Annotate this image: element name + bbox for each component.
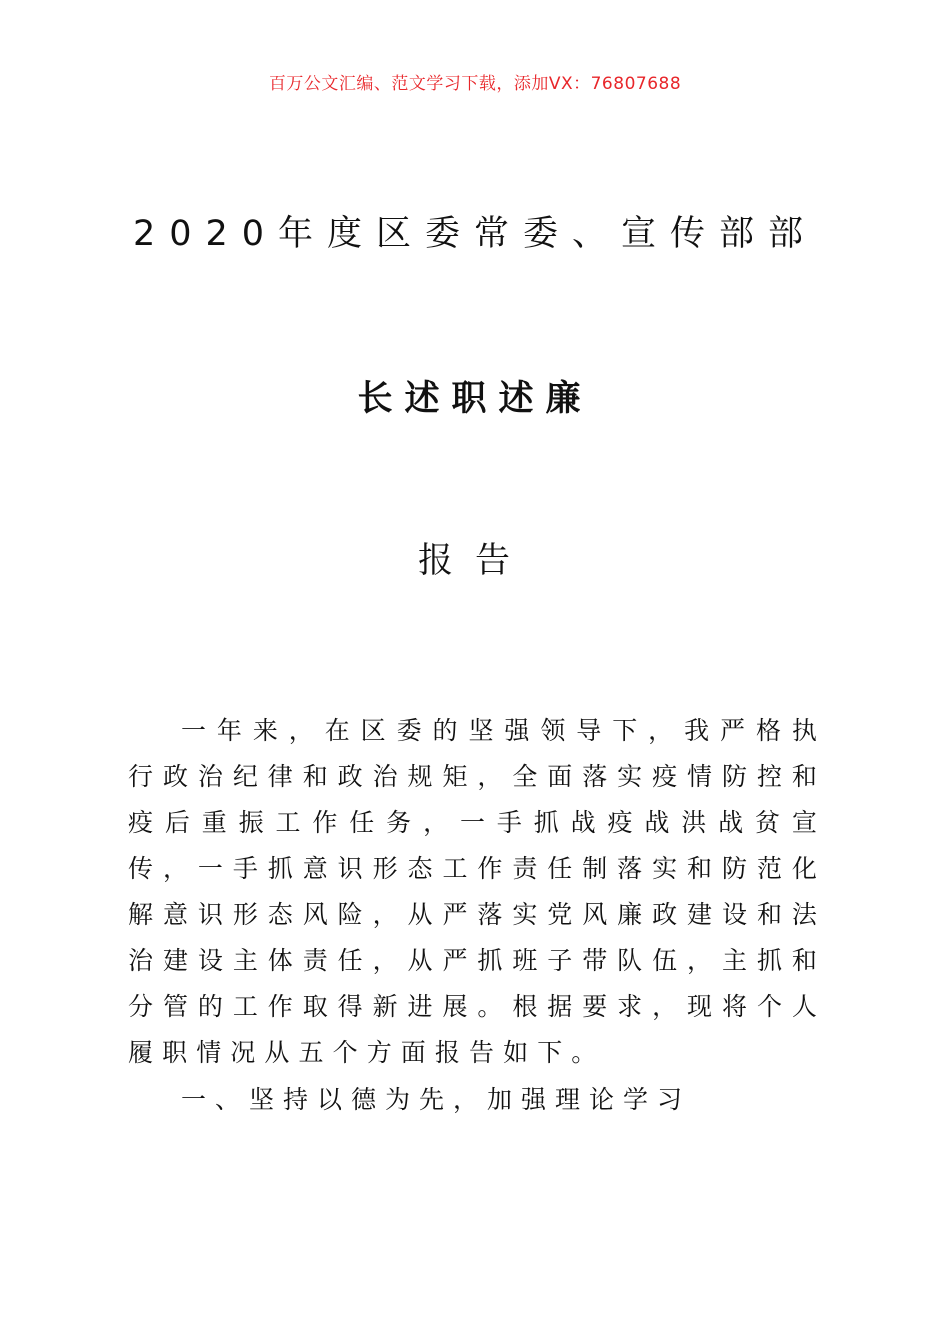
section-heading-1: 一、坚持以德为先，加强理论学习 xyxy=(181,1085,692,1114)
document-title-line-3: 报告 xyxy=(417,541,532,581)
document-title-line-1: 2020年度区委常委、宣传部部 xyxy=(132,214,818,254)
watermark-header-note: 百万公文汇编、范文学习下载，添加VX：76807688 xyxy=(268,74,682,94)
intro-paragraph: 一年来，在区委的坚强领导下，我严格执行政治纪律和政治规矩，全面落实疫情防控和疫后重振工作任务，一手抓战疫战洪战贫宣传，一手抓意识形态工作责任制落实和防范化解意识形态风险，从严落实党风廉政建设和法治建设主体责任，从严抓班子带队伍，主抓和分管的工作取得新进展。根据要求，现将个人履职情况从五个方面报告如下。 xyxy=(128,716,826,1067)
document-title-line-2: 长述职述廉 xyxy=(357,379,593,419)
